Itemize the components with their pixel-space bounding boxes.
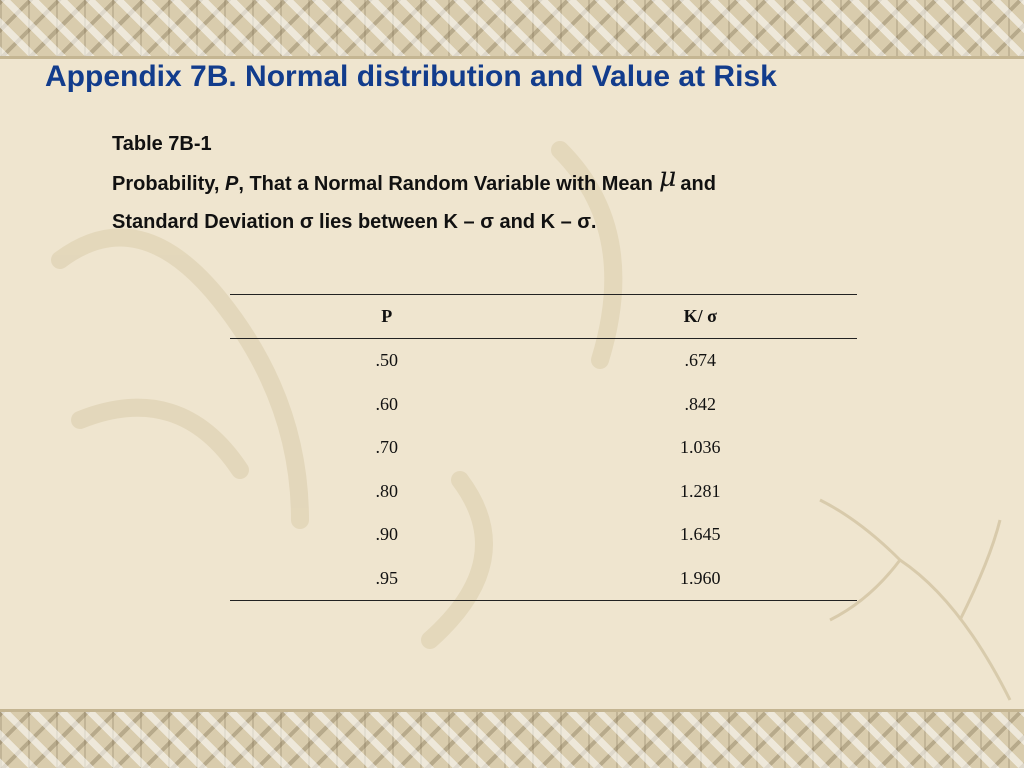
table-row — [230, 470, 857, 514]
cell-k-sigma: 1.960 — [544, 557, 858, 601]
bottom-border-pattern — [0, 712, 1024, 768]
cell-p: .90 — [375, 524, 398, 545]
caption-probability-text: Probability, — [112, 173, 225, 195]
cell-p: .60 — [375, 393, 398, 414]
column-header-p: P — [230, 295, 544, 339]
column-header-k-sigma: K/ σ — [544, 295, 858, 339]
cell-p: .95 — [230, 557, 544, 601]
table-row — [230, 513, 857, 557]
caption-mean-text: , That a Normal Random Variable with Mean — [238, 173, 653, 195]
caption-line-std-dev: Standard Deviation σ lies between K – σ and K – σ. — [112, 211, 597, 233]
top-border-pattern — [0, 0, 1024, 56]
top-border-edge — [0, 56, 1024, 59]
caption-line-probability — [112, 163, 912, 203]
cell-p: .50 — [375, 350, 398, 371]
cell-p: .80 — [375, 480, 398, 501]
cell-k-sigma: .842 — [684, 393, 716, 414]
table-row — [230, 557, 857, 601]
table-header-row — [230, 295, 857, 339]
cell-p: .70 — [375, 437, 398, 458]
table-label: Table 7B-1 — [112, 133, 212, 155]
mu-symbol: μ — [658, 162, 677, 193]
table-row — [230, 383, 857, 427]
cell-k-sigma: 1.036 — [680, 437, 721, 458]
cell-k-sigma: 1.645 — [680, 524, 721, 545]
table-row — [230, 339, 857, 383]
caption-and-text: and — [680, 173, 716, 195]
probability-table — [230, 294, 857, 601]
slide-title: Appendix 7B. Normal distribution and Value at Risk — [45, 60, 777, 93]
cell-k-sigma: .674 — [684, 350, 716, 371]
table-row — [230, 426, 857, 470]
cell-k-sigma: 1.281 — [680, 480, 721, 501]
table-caption — [112, 125, 912, 241]
caption-p-symbol: P — [224, 173, 239, 195]
